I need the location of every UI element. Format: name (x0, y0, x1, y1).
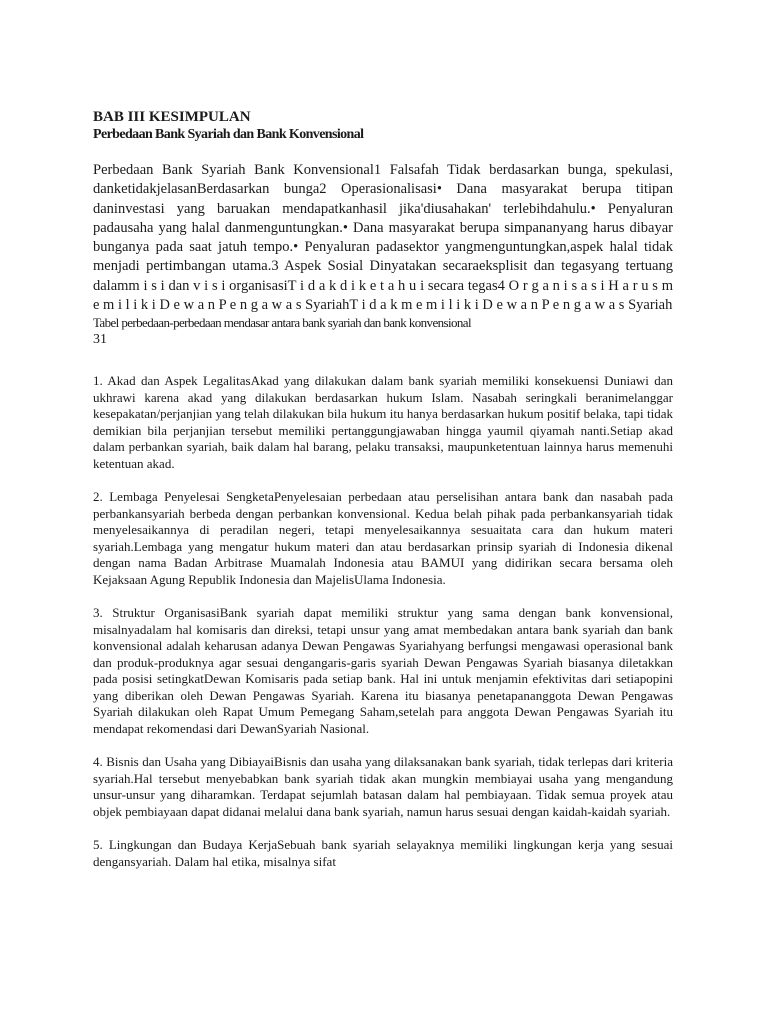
table-caption: Tabel perbedaan-perbedaan mendasar antara bank syariah dan bank konvensional (93, 315, 471, 331)
document-page (93, 108, 673, 887)
section-lingkungan-budaya: 5. Lingkungan dan Budaya KerjaSebuah bank syariah selayaknya memiliki lingkungan kerja yang sesuai dengansyariah. Dalam hal etika, misalnya sifat (93, 837, 673, 869)
page-number: 31 (93, 332, 107, 348)
section-penyelesai-sengketa: 2. Lembaga Penyelesai SengketaPenyelesaian perbedaan atau perselisihan antara bank dan nasabah pada perbankansyariah berbeda dengan perbankan konvensional. Kedua belah pihak pada perbankansyariah tidak menyelesaikannya di peradilan negeri, tetapi menyelesaikannya sesuaitata cara dan hukum materi syariah.Lembaga yang mengatur hukum materi dan atau berdasarkan prinsip syariah di Indonesia dikenal dengan nama Badan Arbitrase Muamalah Indonesia atau BAMUI yang didirikan secara bersama oleh Kejaksaan Agung Republik Indonesia dan MajelisUlama Indonesia. (93, 489, 673, 587)
chapter-subheading: Perbedaan Bank Syariah dan Bank Konvensional (93, 127, 364, 142)
comparison-paragraph: Perbedaan Bank Syariah Bank Konvensional1 Falsafah Tidak berdasarkan bunga, spekulasi, danketidakjelasanBerdasarkan bunga2 Operasionalisasi• Dana masyarakat berupa titipan daninvestasi yang baruakan mendapatkanhasil jika'diusahakan' terlebihdahulu.• Penyaluran padausaha yang halal danmenguntungkan.• Dana masyarakat berupa simpananyang harus dibayar bunganya pada saat jatuh tempo.• Penyaluran padasektor yangmenguntungkan,aspek halal tidak menjadi pertimbangan utama.3 Aspek Sosial Dinyatakan secaraeksplisit dan tegasyang tertuang dalamm i s i dan v i s i organisasiT i d a k d i k e t a h u i secara tegas4 O r g a n i s a s i H a r u s m e m i l i k i D e w a n P e n g a w a s SyariahT i d a k m e m i l i k i D e w a n P e n g a w a s Syariah (93, 162, 673, 314)
section-akad-legalitas: 1. Akad dan Aspek LegalitasAkad yang dilakukan dalam bank syariah memiliki konsekuensi Duniawi dan ukhrawi karena akad yang dilakukan berdasarkan hukum Islam. Nasabah seringkali beranimelanggar kesepakatan/perjanjian yang telah dilakukan bila hukum itu hanya berdasarkan hukum positif belaka, tapi tidak demikian bila perjanjian tersebut memiliki pertanggungjawaban hingga yaumil qiyamah nanti.Setiap akad dalam perbankan syariah, baik dalam hal barang, pelaku transaksi, maupunketentuan lainnya harus memenuhi ketentuan akad. (93, 373, 673, 471)
section-bisnis-usaha: 4. Bisnis dan Usaha yang DibiayaiBisnis dan usaha yang dilaksanakan bank syariah, tidak terlepas dari kriteria syariah.Hal tersebut menyebabkan bank syariah tidak akan mungkin membiayai usaha yang mengandung unsur-unsur yang diharamkan. Terdapat sejumlah batasan dalam hal pembiayaan. Tidak semua proyek atau objek pembiayaan dapat didanai melalui dana bank syariah, namun harus sesuai dengan kaidah-kaidah syariah. (93, 754, 673, 819)
section-struktur-organisasi: 3. Struktur OrganisasiBank syariah dapat memiliki struktur yang sama dengan bank konvensional, misalnyadalam hal komisaris dan direksi, tetapi unsur yang amat membedakan antara bank syariah dan bank konvensional adalah keharusan adanya Dewan Pengawas Syariahyang berfungsi mengawasi operasional bank dan produk-produknya agar sesuai dengangaris-garis syariah Dewan Pengawas Syariah biasanya diletakkan pada posisi setingkatDewan Komisaris pada setiap bank. Hal ini untuk menjamin efektivitas dari setiapopini yang diberikan oleh Dewan Pengawas Syariah. Karena itu biasanya penetapananggota Dewan Pengawas Syariah dilakukan oleh Rapat Umum Pemegang Saham,setelah para anggota Dewan Pengawas Syariah itu mendapat rekomendasi dari DewanSyariah Nasional. (93, 605, 673, 736)
chapter-heading: BAB III KESIMPULAN (93, 109, 251, 125)
